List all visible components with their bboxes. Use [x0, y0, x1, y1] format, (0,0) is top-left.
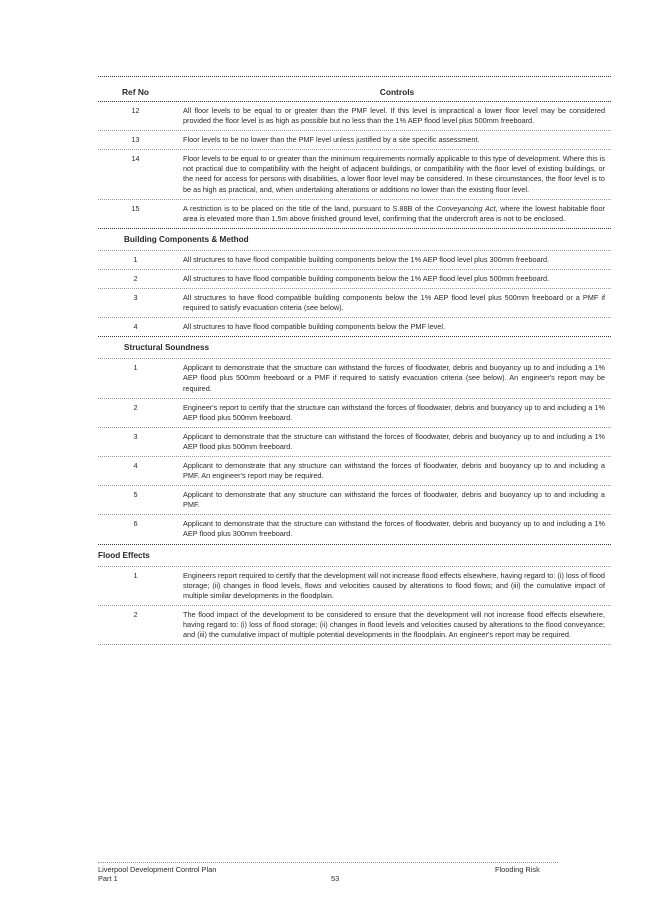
control-text: Engineer's report to certify that the structure can withstand the forces of floodwater, debris and buoyancy up to and including a 1% AEP flood plus 500mm freeboard.: [183, 402, 605, 422]
section-heading-structural-soundness: Structural Soundness: [124, 343, 210, 353]
control-text: Applicant to demonstrate that any structure can withstand the forces of floodwater, debris and buoyancy up to and including a PMF.: [183, 490, 605, 510]
table-row: [98, 270, 611, 288]
control-text: [183, 204, 611, 224]
ref-number: 2: [133, 273, 138, 283]
table-header: [98, 77, 611, 101]
table-row: [98, 131, 611, 149]
ref-number: 12: [131, 106, 140, 115]
table-row: [98, 289, 611, 317]
table-bottom-rule: [98, 644, 611, 645]
ref-number: 4: [133, 322, 138, 332]
controls-table: [98, 76, 611, 645]
table-row: [98, 399, 611, 427]
table-row: [98, 457, 611, 485]
table-row: [98, 150, 611, 198]
control-text: All structures to have flood compatible building components below the 1% AEP flood level plus 300mm freeboard.: [183, 254, 550, 264]
table-row: [98, 359, 611, 397]
section-heading-building-components: Building Components & Method: [124, 234, 249, 244]
table-row: [98, 567, 611, 605]
table-row: [98, 102, 611, 130]
control-text: Floor levels to be no lower than the PMF level unless justified by a site specific assessment.: [183, 135, 480, 145]
ref-number: 5: [133, 490, 138, 500]
ref-number: 2: [133, 609, 138, 619]
control-text: All structures to have flood compatible building components below the 1% AEP flood level plus 500mm freeboard.: [183, 273, 550, 283]
footer-section: Flooding Risk: [495, 865, 540, 874]
footer-rule: [98, 862, 558, 863]
footer-line-2: [98, 874, 558, 883]
control-text-part: A restriction is to be placed on the title of the land, pursuant to S.88B of the: [183, 203, 437, 213]
table-row: [98, 318, 611, 336]
control-text-part: , where the lowest habitable floor area is elevated more than 1.5m above finished ground level, confirming that the undercroft area is not to be enclosed.: [183, 203, 605, 223]
ref-number: 15: [131, 203, 140, 213]
table-row: [98, 428, 611, 456]
ref-number: 2: [133, 402, 138, 412]
table-row: [98, 251, 611, 269]
control-text: Applicant to demonstrate that the structure can withstand the forces of floodwater, debris and buoyancy up to and including a 1% AEP flood plus 300mm freeboard.: [183, 519, 605, 539]
table-row: [98, 200, 611, 228]
table-row: [98, 515, 611, 543]
section-heading-flood-effects: Flood Effects: [98, 550, 150, 560]
control-text: Applicant to demonstrate that the structure can withstand the forces of floodwater, debris and buoyancy up to and including a 1% AEP flood plus 500mm freeboard or a PMF if required to satisfy evacuation criteria (see below). An engineer's report may be required.: [183, 363, 605, 393]
ref-number: 1: [133, 570, 138, 580]
footer-line-1: [98, 865, 558, 874]
ref-number: 14: [131, 154, 140, 164]
control-text: All structures to have flood compatible building components below the 1% AEP flood level plus 500mm freeboard or a PMF if required to satisfy evacuation criteria (see below).: [183, 293, 605, 313]
controls-header: Controls: [379, 87, 415, 97]
ref-number: 13: [131, 135, 140, 145]
footer-doc-title: Liverpool Development Control Plan: [98, 865, 217, 874]
control-text: Applicant to demonstrate that the structure can withstand the forces of floodwater, debris and buoyancy up to and including a 1% AEP flood plus 500mm freeboard.: [183, 431, 605, 451]
table-row: [98, 606, 611, 644]
page-number: 53: [331, 874, 340, 883]
ref-no-header: Ref No: [122, 87, 149, 97]
ref-number: 3: [133, 293, 138, 303]
footer-part: Part 1: [98, 874, 118, 883]
control-text: All structures to have flood compatible building components below the PMF level.: [183, 322, 446, 332]
control-text: The flood impact of the development to be considered to ensure that the development will not increase flood effects elsewhere, having regard to: (i) loss of flood storage; (ii) changes in flood levels and velocities caused by alterations to the flood conveyance; and (iii) the cumulative impact of multiple potential developments in the floodplain. An engineer's report may be required.: [183, 609, 605, 639]
control-text: Floor levels to be equal to or greater than the minimum requirements normally applicable to this type of development. Where this is not practical due to compatibility with the height of adjacent buildings, or compatibility with the floor level of existing buildings, or the need for access for persons with disabilities, a lower floor level may be considered. In these circumstances, the floor level is to be as high as practical, and, when undertaking alterations or additions no lower than the existing floor level.: [183, 154, 605, 194]
ref-number: 1: [133, 363, 138, 373]
act-name: Conveyancing Act: [436, 203, 496, 213]
ref-number: 3: [133, 431, 138, 441]
ref-number: 1: [133, 254, 138, 264]
control-text: Applicant to demonstrate that any structure can withstand the forces of floodwater, debris and buoyancy up to and including a PMF. An engineer's report may be required.: [183, 460, 605, 481]
control-text: All floor levels to be equal to or greater than the PMF level. If this level is impractical a lower floor level may be considered provided the floor level is as high as possible but no less than the 1% AEP flood level plus 500mm freeboard.: [183, 106, 605, 126]
ref-number: 4: [133, 460, 138, 470]
page-footer: [98, 862, 558, 883]
ref-number: 6: [133, 519, 138, 529]
table-row: [98, 486, 611, 514]
control-text: Engineers report required to certify that the development will not increase flood effects elsewhere, having regard to: (i) loss of flood storage; (ii) changes in flood levels, flows and velocities caused by alterations to flood flows; and (iii) the cumulative impact of multiple similar developments in the floodplain.: [183, 570, 605, 600]
